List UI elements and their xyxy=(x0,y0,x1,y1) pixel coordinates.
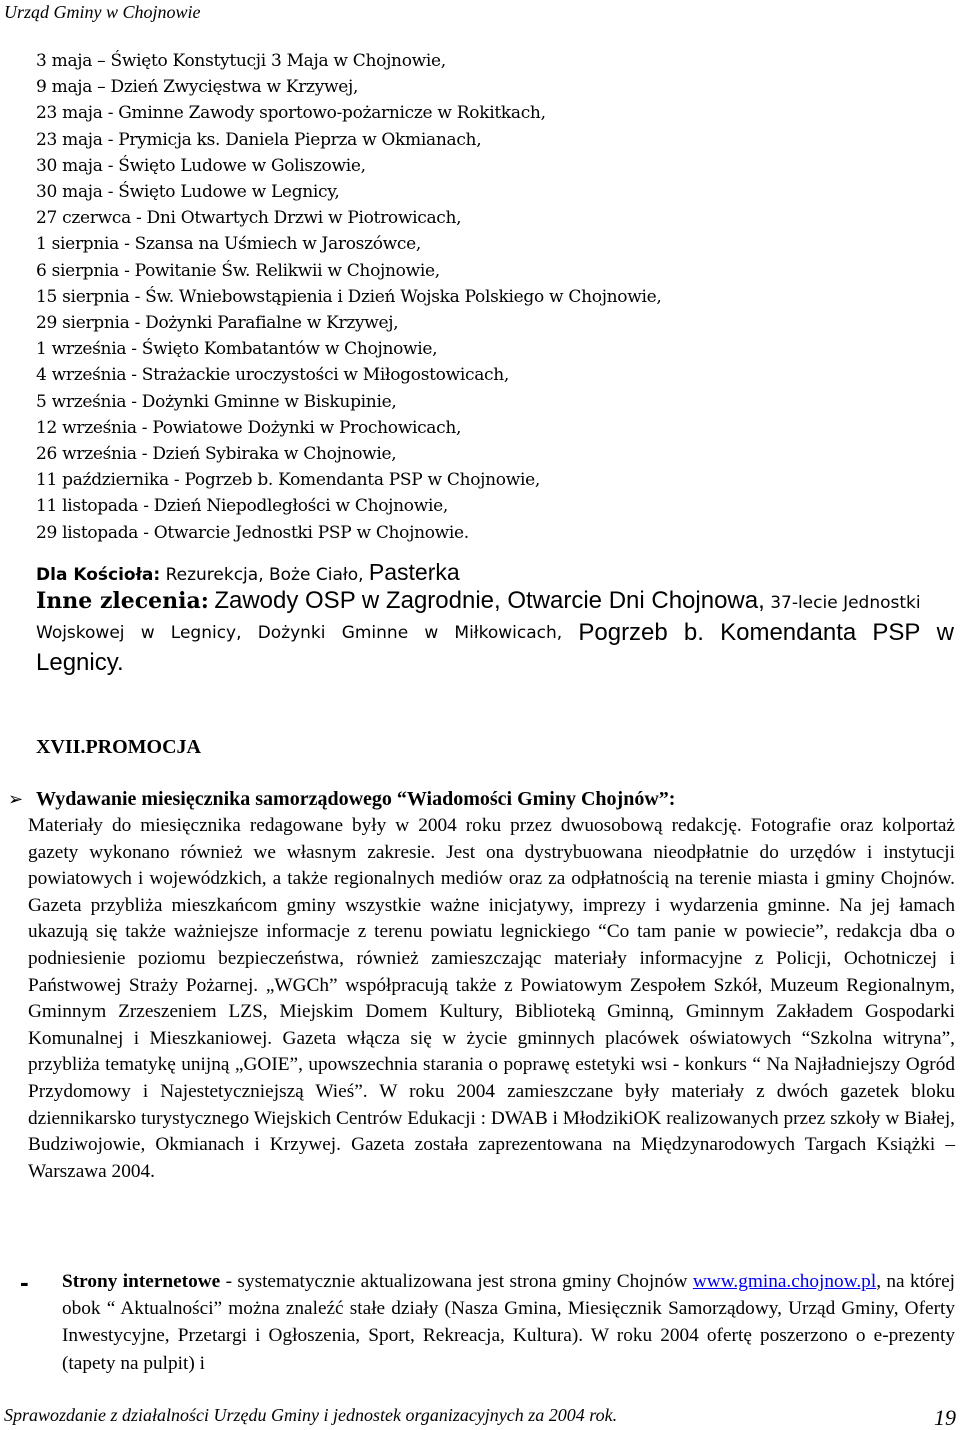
other-orders-word: w xyxy=(424,623,439,643)
other-orders-word: Dożynki xyxy=(257,623,326,643)
other-orders-word: Miłkowicach, xyxy=(454,623,563,643)
other-orders-word: w xyxy=(140,623,155,643)
newsletter-title: Wydawanie miesięcznika samorządowego “Wiadomości Gminy Chojnów”: xyxy=(36,788,676,810)
running-header: Urząd Gminy w Chojnowie xyxy=(4,2,201,22)
list-item: 5 września - Dożynki Gminne w Biskupinie, xyxy=(36,391,397,412)
other-orders-word: b. xyxy=(683,619,704,646)
other-orders-label: Inne zlecenia: xyxy=(36,588,209,614)
church-label: Dla Kościoła: xyxy=(36,565,161,585)
footer-text: Sprawozdanie z działalności Urzędu Gminy i jednostek organizacyjnych za 2004 rok. xyxy=(4,1405,618,1425)
list-item: 30 maja - Święto Ludowe w Legnicy, xyxy=(36,182,340,203)
list-item: 11 października - Pogrzeb b. Komendanta PSP w Chojnowie, xyxy=(36,470,540,491)
list-item: 9 maja – Dzień Zwycięstwa w Krzywej, xyxy=(36,77,359,98)
list-item: 12 września - Powiatowe Dożynki w Prochowicach, xyxy=(36,417,462,438)
websites-text-2: , na której obok “ Aktualności” można znaleźć stałe działy (Nasza Gmina, Miesięcznik Samorządowy, Urząd Gminy, Oferty Inwestycyjne, Przetargi i Ogłoszenia, Sport, Rekreacja, Kultura). W roku 2004 ofertę poszerzono o e-prezenty (tapety na pulpit) i xyxy=(62,1271,955,1374)
list-item: 11 listopada - Dzień Niepodległości w Chojnowie, xyxy=(36,496,448,517)
other-orders-word: Wojskowej xyxy=(36,623,125,643)
other-orders-word: Pogrzeb xyxy=(578,619,668,646)
list-item: 23 maja - Gminne Zawody sportowo-pożarnicze w Rokitkach, xyxy=(36,103,546,124)
other-orders-line3: Legnicy. xyxy=(36,649,124,676)
list-item: 26 września - Dzień Sybiraka w Chojnowie, xyxy=(36,444,397,465)
arrow-bullet-icon: ➢ xyxy=(8,789,24,810)
other-orders-part2: 37-lecie Jednostki xyxy=(770,593,921,613)
other-orders xyxy=(36,586,954,678)
section-heading: XVII.PROMOCJA xyxy=(36,736,201,758)
other-orders-part1: Zawody OSP w Zagrodnie, Otwarcie Dni Chojnowa, xyxy=(214,587,765,614)
other-orders-word: Gminne xyxy=(341,623,409,643)
other-orders-word: Komendanta xyxy=(720,619,857,646)
list-item: 4 września - Strażackie uroczystości w Miłogostowicach, xyxy=(36,365,510,386)
websites-label: Strony internetowe xyxy=(62,1271,221,1292)
list-item: 23 maja - Prymicja ks. Daniela Pieprza w Okmianach, xyxy=(36,129,482,150)
gmina-website-link[interactable]: www.gmina.chojnow.pl xyxy=(692,1271,877,1292)
list-item: 30 maja - Święto Ludowe w Goliszowie, xyxy=(36,155,366,176)
list-item: 1 sierpnia - Szansa na Uśmiech w Jaroszówce, xyxy=(36,234,422,255)
list-item: 29 sierpnia - Dożynki Parafialne w Krzywej, xyxy=(36,313,399,334)
other-orders-word: PSP xyxy=(872,619,921,646)
list-item: 29 listopada - Otwarcie Jednostki PSP w Chojnowie. xyxy=(36,522,469,543)
list-item: 1 września - Święto Kombatantów w Chojnowie, xyxy=(36,339,438,360)
other-orders-line2 xyxy=(36,618,954,648)
list-item: 6 sierpnia - Powitanie Św. Relikwii w Chojnowie, xyxy=(36,260,440,281)
page-number: 19 xyxy=(934,1405,956,1430)
dash-bullet-icon: - xyxy=(20,1267,29,1297)
newsletter-body: Materiały do miesięcznika redagowane były w 2004 roku przez dwuosobową redakcję. Fotografie oraz kolportaż gazety wykonano również we własnym zakresie. Jest ona dystrybuowana nieodpłatnie do urzędów i instytucji powiatowych i wojewódzkich, a także regionalnych mediów oraz za odpłatnością na terenie miasta i gminy Chojnów. Gazeta przybliża mieszkańcom gminy wszystkie ważne inicjatywy, imprezy i wydarzenia gminne. Na jej łamach ukazują się także ważniejsze informacje z terenu powiatu legnickiego “Co tam panie w powiecie”, redakcja dba o podniesienie poziomu bezpieczeństwa, również zamieszczając materiały informacyjne z Policji, Ochotniczej i Państwowej Straży Pożarnej. „WGCh” współpracują także z Powiatowym Zespołem Szkół, Muzeum Regionalnym, Gminnym Zrzeszeniem LZS, Miejskim Domem Kultury, Biblioteką Gminną, Gminnym Zakładem Gospodarki Komunalnej i Mieszkaniowej. Gazeta włącza się w życie gminnych placówek oświatowych “Szkolna witryna”, przybliża tematykę unijną „GOIE”, upowszechnia starania o poprawę estetyki wsi - konkurs “ Na Najładniejszy Ogród Przydomowy i Najestetyczniejszą Wieś”. W roku 2004 zamieszczane były materiały z dwóch gazetek bloku dziennikarsko turystycznego Wiejskich Centrów Edukacji : DWAB i MłodzikiOK realizowanych przez szkoły w Białej, Budziwojowie, Okmianach i Krzywej. Gazeta została zaprezentowana na Międzynarodowych Targach Książki – Warszawa 2004. xyxy=(28,815,955,1182)
websites-body xyxy=(62,1268,955,1377)
other-orders-word: w xyxy=(936,619,954,646)
events-list xyxy=(36,48,662,546)
church-items: Rezurekcja, Boże Ciało, xyxy=(165,565,364,585)
church-last-item: Pasterka xyxy=(368,559,460,585)
other-orders-word: Legnicy, xyxy=(170,623,242,643)
page-footer xyxy=(4,1404,956,1430)
list-item: 15 sierpnia - Św. Wniebowstąpienia i Dzień Wojska Polskiego w Chojnowie, xyxy=(36,286,662,307)
list-item: 3 maja – Święto Konstytucji 3 Maja w Chojnowie, xyxy=(36,51,446,71)
list-item: 27 czerwca - Dni Otwartych Drzwi w Piotrowicach, xyxy=(36,208,462,229)
websites-text-1: - systematycznie aktualizowana jest strona gminy Chojnów xyxy=(220,1271,693,1292)
